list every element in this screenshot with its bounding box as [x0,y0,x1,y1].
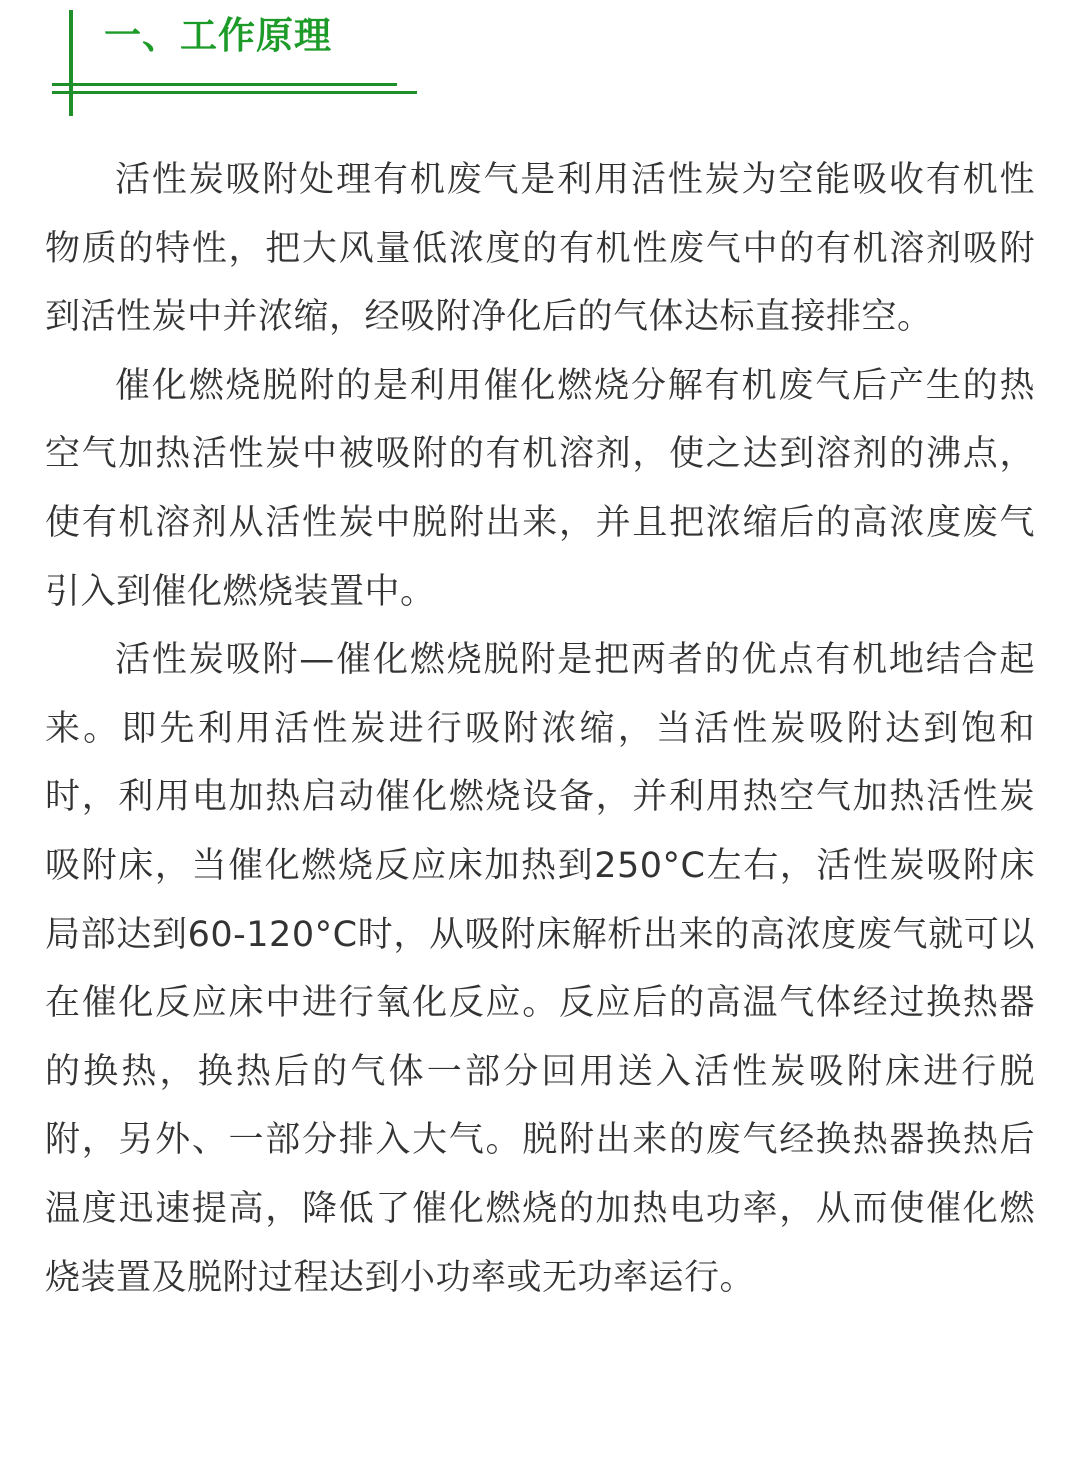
paragraph-catalytic-desorption: 催化燃烧脱附的是利用催化燃烧分解有机废气后产生的热空气加热活性炭中被吸附的有机溶剂，使之达到溶剂的沸点，使有机溶剂从活性炭中脱附出来，并且把浓缩后的高浓度废气引入到催化燃烧装置中。 [45,365,1035,612]
heading-vertical-rule [69,10,73,116]
paragraph-combined-process: 活性炭吸附—催化燃烧脱附是把两者的优点有机地结合起来。即先利用活性炭进行吸附浓缩，当活性炭吸附达到饱和时，利用电加热启动催化燃烧设备，并利用热空气加热活性炭吸附床，当催化燃烧反应床加热到250°C左右，活性炭吸附床局部达到60-120°C时，从吸附床解析出来的高浓度废气就可以在催化反应床中进行氧化反应。反应后的高温气体经过换热器的换热，换热后的气体一部分回用送入活性炭吸附床进行脱附，另外、一部分排入大气。脱附出来的废气经换热器换热后温度迅速提高，降低了催化燃烧的加热电功率，从而使催化燃烧装置及脱附过程达到小功率或无功率运行。 [45,640,1035,1298]
article-body [45,146,1035,1312]
paragraph-adsorption: 活性炭吸附处理有机废气是利用活性炭为空能吸收有机性物质的特性，把大风量低浓度的有机性废气中的有机溶剂吸附到活性炭中并浓缩，经吸附净化后的气体达标直接排空。 [45,160,1035,338]
heading-underline-bottom [52,91,417,94]
section-heading [0,0,1080,130]
heading-underline-top [52,83,397,86]
section-title: 一、工作原理 [104,14,332,57]
